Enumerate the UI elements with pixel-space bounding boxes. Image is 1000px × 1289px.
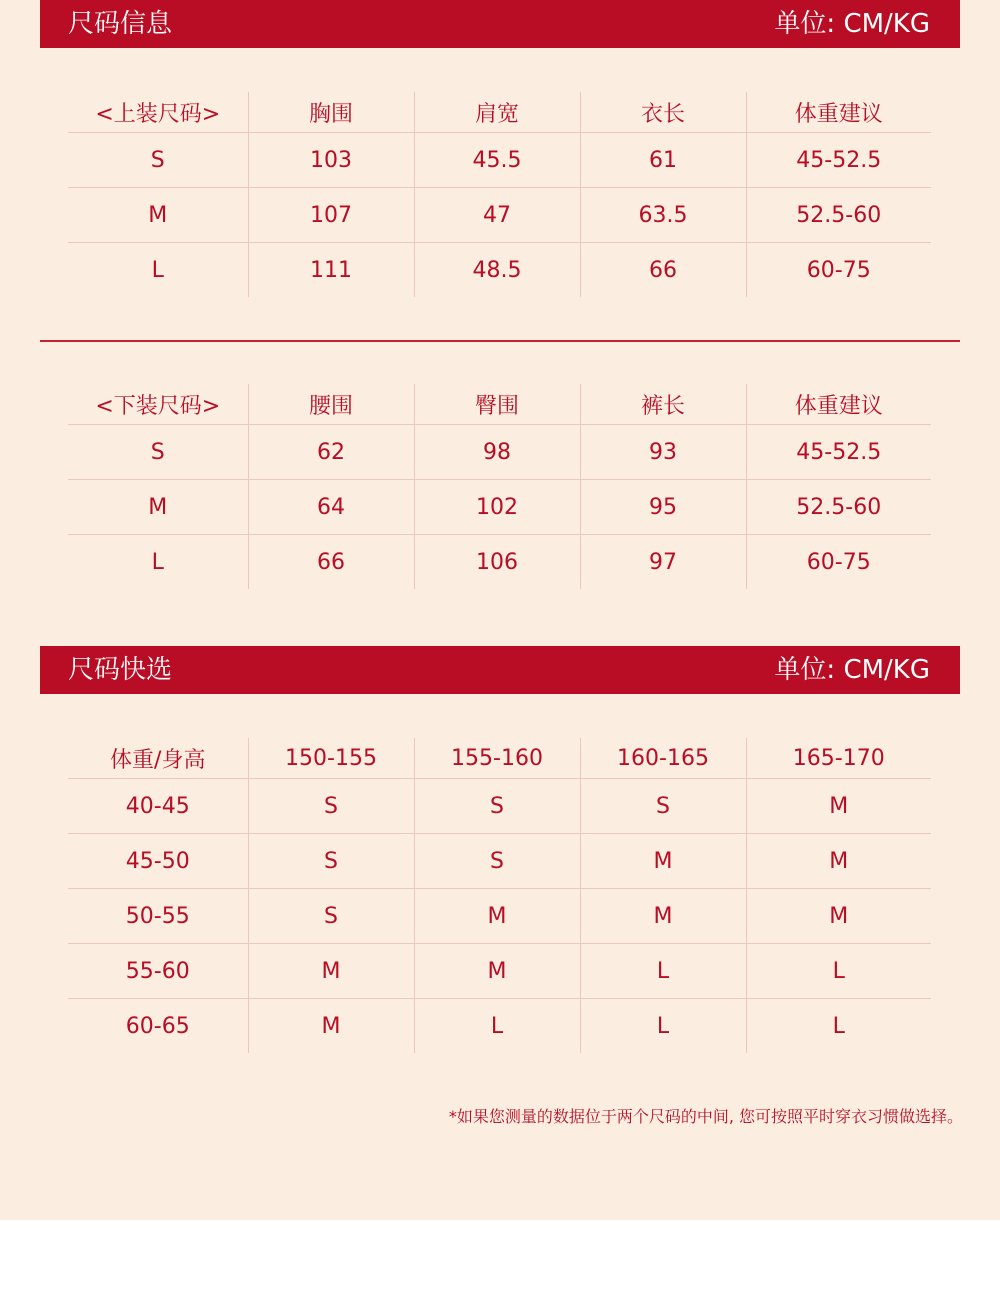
table-cell: S [68,133,248,188]
table-cell: S [248,889,414,944]
table-cell: L [746,999,931,1054]
table-cell: 98 [414,425,580,480]
size-info-title: 尺码信息 [68,9,173,39]
table-header-cell: 裤长 [580,384,746,425]
table-header-row [68,92,931,133]
table-header-cell: 165-170 [746,738,931,779]
table-header-cell: 腰围 [248,384,414,425]
table-cell: L [580,944,746,999]
table-cell: L [746,944,931,999]
table-cell: 63.5 [580,188,746,243]
table-cell: L [151,257,164,283]
table-cell: M [248,999,414,1054]
size-quick-select-title: 尺码快选 [68,655,173,685]
table-cell: L [580,999,746,1054]
table-cell: S [580,779,746,834]
table-row [68,480,931,535]
table-header-cell: 臀围 [414,384,580,425]
table-row [68,243,931,298]
table-cell: 106 [414,535,580,590]
table-cell: 95 [580,480,746,535]
table-cell: 45.5 [414,133,580,188]
table-header-cell: 衣长 [580,92,746,133]
bottom-size-table [68,384,931,589]
table-cell: 102 [414,480,580,535]
table-row [68,944,931,999]
table-cell: 107 [248,188,414,243]
table-header-cell: 胸围 [248,92,414,133]
top-size-table [68,92,931,297]
size-info-unit: 单位: CM/KG [774,9,930,39]
table-cell: 45-50 [68,834,248,889]
table-cell: 97 [580,535,746,590]
table-cell: S [414,779,580,834]
section-divider [40,340,960,342]
table-row [68,535,931,590]
table-cell: M [414,944,580,999]
table-header-cell: <上装尺码> [68,92,248,133]
table-cell: L [414,999,580,1054]
table-cell: 62 [248,425,414,480]
table-cell: 45-52.5 [746,425,931,480]
table-header-cell: 155-160 [414,738,580,779]
table-header-row [68,384,931,425]
table-row [68,188,931,243]
table-cell: 48.5 [414,243,580,298]
table-cell: 66 [580,243,746,298]
table-header-cell: 160-165 [580,738,746,779]
table-cell: L [151,549,164,575]
table-row [68,889,931,944]
table-header-cell: <下装尺码> [68,384,248,425]
table-cell: 60-75 [746,535,931,590]
table-cell: M [248,944,414,999]
table-cell: 61 [580,133,746,188]
table-cell: M [746,779,931,834]
table-cell: M [580,834,746,889]
table-row [68,999,931,1054]
table-cell: 103 [248,133,414,188]
table-cell: 40-45 [68,779,248,834]
table-cell: M [580,889,746,944]
table-cell: 45-52.5 [746,133,931,188]
quick-select-table [68,738,931,1053]
table-cell: S [68,425,248,480]
table-cell: M [746,889,931,944]
table-row [68,133,931,188]
table-cell: 111 [248,243,414,298]
size-quick-select-unit: 单位: CM/KG [774,655,930,685]
table-header-cell: 肩宽 [414,92,580,133]
table-row [68,779,931,834]
table-cell: 93 [580,425,746,480]
table-cell: 60-65 [125,1013,190,1039]
table-cell: M [746,834,931,889]
size-quick-select-banner [40,646,960,694]
table-cell: M [414,889,580,944]
table-cell: M [68,188,248,243]
table-cell: 47 [414,188,580,243]
table-cell: S [248,779,414,834]
table-cell: 52.5-60 [746,188,931,243]
table-cell: 55-60 [68,944,248,999]
table-cell: 60-75 [746,243,931,298]
table-cell: 66 [248,535,414,590]
table-cell: 50-55 [68,889,248,944]
size-info-banner [40,0,960,48]
table-header-cell: 体重建议 [746,384,931,425]
table-header-cell: 体重/身高 [68,738,248,779]
table-cell: S [248,834,414,889]
table-cell: M [68,480,248,535]
table-cell: 52.5-60 [746,480,931,535]
table-row [68,425,931,480]
table-row [68,834,931,889]
table-cell: 64 [248,480,414,535]
table-header-cell: 体重建议 [746,92,931,133]
table-header-cell: 150-155 [248,738,414,779]
table-header-row [68,738,931,779]
table-cell: S [414,834,580,889]
size-selection-note: *如果您测量的数据位于两个尺码的中间, 您可按照平时穿衣习惯做选择。 [448,1107,963,1126]
